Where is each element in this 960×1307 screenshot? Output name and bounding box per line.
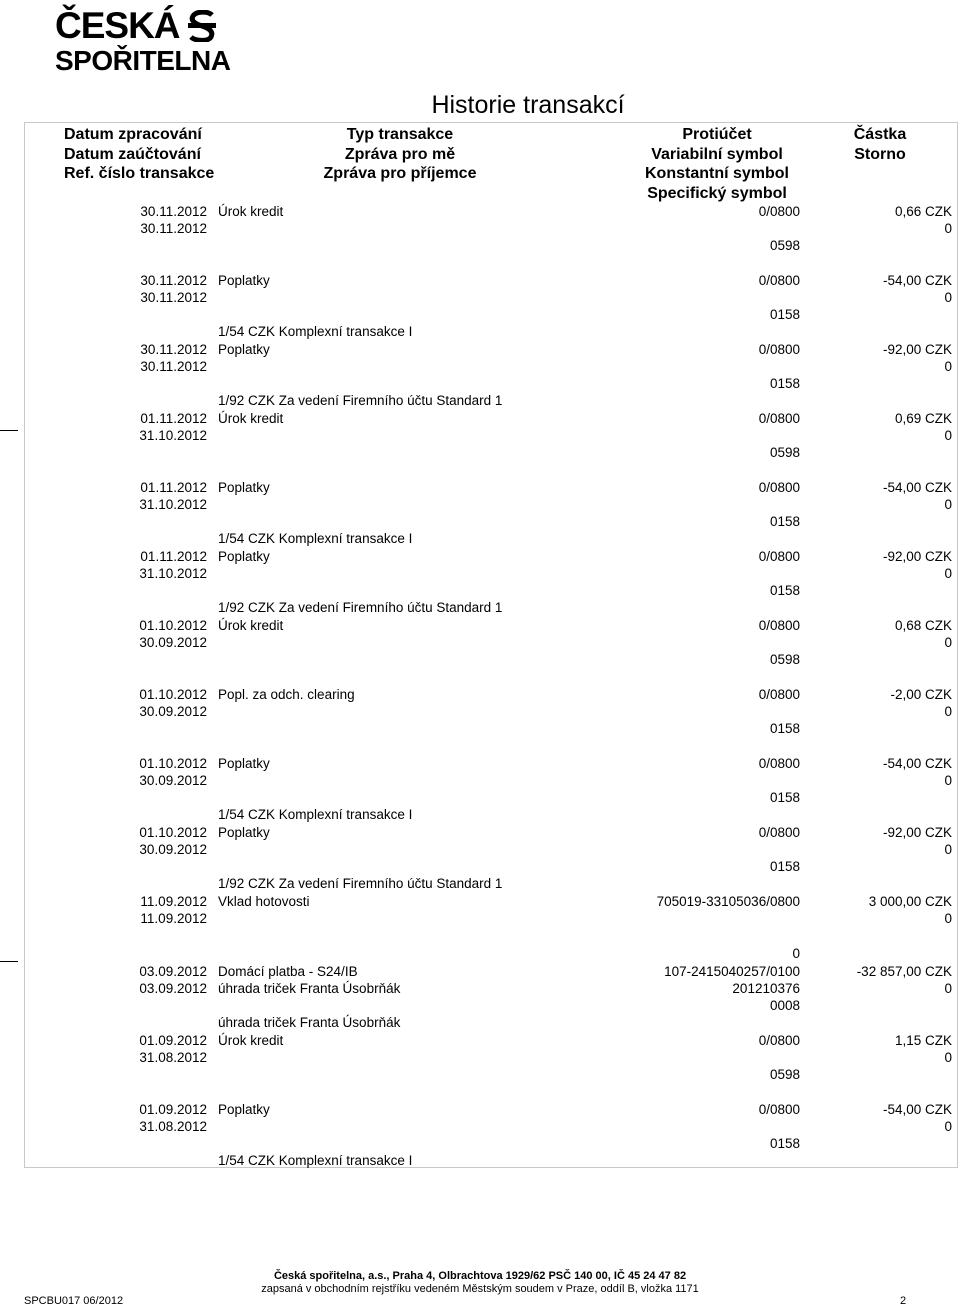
footer-register-info: zapsaná v obchodním rejstříku vedeném Městským soudem v Praze, oddíl B, vložka 1171 xyxy=(261,1283,699,1295)
storno: 0 xyxy=(944,911,952,926)
footer-company-info xyxy=(0,1270,960,1283)
processing-date: 11.09.2012 xyxy=(140,894,207,909)
storno: 0 xyxy=(944,359,952,374)
header-col2 xyxy=(295,125,505,184)
amount: 0,66 CZK xyxy=(894,204,952,219)
amount: -92,00 CZK xyxy=(882,342,952,357)
counter-account: 0/0800 xyxy=(758,480,800,495)
counter-account: 0/0800 xyxy=(758,618,800,633)
constant-symbol: 0158 xyxy=(769,307,800,322)
processing-date: 01.11.2012 xyxy=(140,549,207,564)
header-storno: Storno xyxy=(854,145,906,163)
constant-symbol: 0598 xyxy=(769,445,800,460)
processing-date: 01.10.2012 xyxy=(139,687,207,702)
processing-date: 01.09.2012 xyxy=(139,1033,207,1048)
storno: 0 xyxy=(944,566,952,581)
variable-symbol: 201210376 xyxy=(732,981,800,996)
logo-line1: ČESKÁ xyxy=(55,5,180,46)
constant-symbol: 0158 xyxy=(769,790,800,805)
posting-date: 30.09.2012 xyxy=(139,842,207,857)
message-for-recipient: 1/54 CZK Komplexní transakce I xyxy=(218,807,413,822)
posting-date: 31.10.2012 xyxy=(139,428,207,443)
message-for-recipient: 1/92 CZK Za vedení Firemního účtu Standard 1 xyxy=(218,393,503,408)
footer-page-number: 2 xyxy=(900,1295,907,1307)
posting-date: 30.11.2012 xyxy=(140,290,207,305)
counter-account: 0/0800 xyxy=(758,1102,800,1117)
counter-account: 0/0800 xyxy=(758,687,800,702)
header-constant-symbol: Konstantní symbol xyxy=(644,165,789,182)
amount: 0,69 CZK xyxy=(894,411,952,426)
counter-account: 0/0800 xyxy=(758,756,800,771)
constant-symbol: 0158 xyxy=(769,514,800,529)
constant-symbol: 0158 xyxy=(769,376,800,391)
counter-account: 0/0800 xyxy=(758,1033,800,1048)
transaction-type: Domácí platba - S24/IB xyxy=(218,964,358,979)
constant-symbol: 0158 xyxy=(769,1136,800,1151)
posting-date: 31.10.2012 xyxy=(139,497,207,512)
posting-date: 30.09.2012 xyxy=(139,635,207,650)
transaction-type: Úrok kredit xyxy=(218,411,284,426)
message-for-recipient: 1/92 CZK Za vedení Firemního účtu Standard 1 xyxy=(218,600,503,615)
transaction-type: Úrok kredit xyxy=(218,1033,284,1048)
counter-account: 107-2415040257/0100 xyxy=(664,964,800,979)
processing-date: 01.09.2012 xyxy=(139,1102,207,1117)
counter-account: 0/0800 xyxy=(758,411,800,426)
storno: 0 xyxy=(944,221,952,236)
counter-account: 0/0800 xyxy=(758,273,800,288)
constant-symbol: 0158 xyxy=(769,583,800,598)
storno: 0 xyxy=(944,842,952,857)
transaction-type: Vklad hotovosti xyxy=(218,894,310,909)
storno: 0 xyxy=(944,1119,952,1134)
header-counter-account: Protiúčet xyxy=(682,126,752,143)
counter-account: 0/0800 xyxy=(758,825,800,840)
page-edge-mark xyxy=(0,430,18,431)
constant-symbol: 0 xyxy=(792,946,800,961)
posting-date: 30.09.2012 xyxy=(139,773,207,788)
message-for-me: úhrada triček Franta Úsobrňák xyxy=(218,981,401,996)
logo-line2: SPOŘITELNA xyxy=(55,45,231,76)
constant-symbol: 0598 xyxy=(769,652,800,667)
posting-date: 30.09.2012 xyxy=(139,704,207,719)
posting-date: 31.08.2012 xyxy=(139,1050,207,1065)
posting-date: 31.10.2012 xyxy=(139,566,207,581)
header-posting-date: Datum zaúčtování xyxy=(64,145,201,163)
storno: 0 xyxy=(944,497,952,512)
constant-symbol: 0008 xyxy=(769,998,800,1013)
header-specific-symbol: Specifický symbol xyxy=(647,184,787,202)
amount: 3 000,00 CZK xyxy=(868,894,952,909)
storno: 0 xyxy=(944,290,952,305)
message-for-recipient: 1/54 CZK Komplexní transakce I xyxy=(218,1153,413,1168)
message-for-recipient: úhrada triček Franta Úsobrňák xyxy=(218,1015,401,1030)
processing-date: 01.11.2012 xyxy=(140,480,207,495)
page-edge-mark xyxy=(0,961,18,962)
processing-date: 01.10.2012 xyxy=(139,825,207,840)
header-col3 xyxy=(617,125,817,203)
counter-account: 0/0800 xyxy=(758,342,800,357)
page-title: Historie transakcí xyxy=(431,91,625,119)
constant-symbol: 0598 xyxy=(769,238,800,253)
processing-date: 01.11.2012 xyxy=(140,411,207,426)
processing-date: 30.11.2012 xyxy=(140,273,207,288)
transaction-type: Úrok kredit xyxy=(218,204,284,219)
posting-date: 31.08.2012 xyxy=(139,1119,207,1134)
transaction-type: Poplatky xyxy=(218,480,270,495)
posting-date: 11.09.2012 xyxy=(140,911,207,926)
ceska-sporitelna-logo xyxy=(55,6,255,76)
message-for-recipient: 1/54 CZK Komplexní transakce I xyxy=(218,531,413,546)
processing-date: 01.10.2012 xyxy=(139,618,207,633)
amount: -92,00 CZK xyxy=(882,825,952,840)
header-message-for-me: Zpráva pro mě xyxy=(344,145,456,163)
counter-account: 0/0800 xyxy=(758,549,800,564)
header-amount: Částka xyxy=(853,126,907,143)
processing-date: 30.11.2012 xyxy=(140,342,207,357)
message-for-recipient: 1/92 CZK Za vedení Firemního účtu Standard 1 xyxy=(218,876,503,891)
processing-date: 30.11.2012 xyxy=(140,204,207,219)
transaction-type: Poplatky xyxy=(218,342,270,357)
posting-date: 30.11.2012 xyxy=(140,221,207,236)
logo-symbol-icon xyxy=(188,10,216,42)
processing-date: 03.09.2012 xyxy=(139,964,207,979)
amount: -54,00 CZK xyxy=(882,480,952,495)
header-variable-symbol: Variabilní symbol xyxy=(651,145,783,163)
posting-date: 03.09.2012 xyxy=(139,981,207,996)
counter-account: 705019-33105036/0800 xyxy=(656,894,800,909)
transaction-type: Poplatky xyxy=(218,756,270,771)
footer-line1: Česká spořitelna, a.s., Praha 4, Olbrachtova 1929/62 PSČ 140 00, IČ 45 24 47 82 xyxy=(273,1270,687,1282)
header-processing-date: Datum zpracování xyxy=(64,126,202,143)
amount: -54,00 CZK xyxy=(882,756,952,771)
transaction-type: Úrok kredit xyxy=(218,618,284,633)
header-transaction-type: Typ transakce xyxy=(346,126,454,143)
header-message-for-recipient: Zpráva pro příjemce xyxy=(323,165,477,182)
storno: 0 xyxy=(944,1050,952,1065)
constant-symbol: 0158 xyxy=(769,859,800,874)
transaction-type: Poplatky xyxy=(218,273,270,288)
amount: -92,00 CZK xyxy=(882,549,952,564)
storno: 0 xyxy=(944,981,952,996)
header-reference-number: Ref. číslo transakce xyxy=(64,165,215,182)
posting-date: 30.11.2012 xyxy=(140,359,207,374)
header-col4 xyxy=(840,125,920,164)
amount: -2,00 CZK xyxy=(890,687,952,702)
transaction-type: Popl. za odch. clearing xyxy=(218,687,355,702)
storno: 0 xyxy=(944,635,952,650)
amount: -54,00 CZK xyxy=(882,1102,952,1117)
header-col1 xyxy=(64,125,214,184)
amount: -32 857,00 CZK xyxy=(856,964,952,979)
storno: 0 xyxy=(944,428,952,443)
amount: 1,15 CZK xyxy=(894,1033,952,1048)
footer-form-code: SPCBU017 06/2012 xyxy=(24,1295,124,1307)
storno: 0 xyxy=(944,773,952,788)
counter-account: 0/0800 xyxy=(758,204,800,219)
transaction-type: Poplatky xyxy=(218,1102,270,1117)
constant-symbol: 0598 xyxy=(769,1067,800,1082)
processing-date: 01.10.2012 xyxy=(139,756,207,771)
constant-symbol: 0158 xyxy=(769,721,800,736)
transaction-type: Poplatky xyxy=(218,549,270,564)
message-for-recipient: 1/54 CZK Komplexní transakce I xyxy=(218,324,413,339)
amount: -54,00 CZK xyxy=(882,273,952,288)
storno: 0 xyxy=(944,704,952,719)
transaction-type: Poplatky xyxy=(218,825,270,840)
amount: 0,68 CZK xyxy=(894,618,952,633)
